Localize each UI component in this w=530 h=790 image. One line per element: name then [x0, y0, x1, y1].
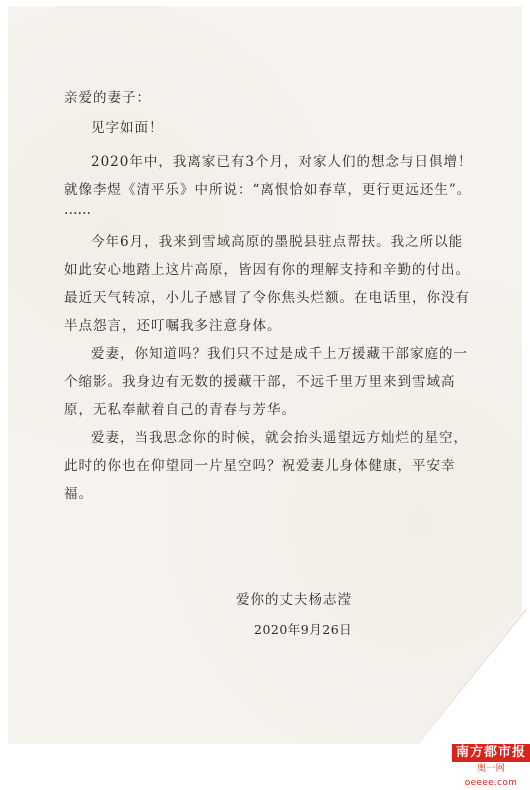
- letter-paragraph-1: 2020年中，我离家已有3个月，对家人们的想念与日俱增！就像李煜《清平乐》中所说：“离恨恰如春草，更行更远还生”。: [64, 154, 473, 198]
- letter-paragraph-4: 爱妻，当我思念你的时候，就会抬头遥望远方灿烂的星空，此时的你也在仰望同一片星空吗？祝爱妻儿身体健康，平安幸福。: [64, 430, 468, 502]
- letter-paragraph-3: 爱妻，你知道吗？我们只不过是成千上万援藏干部家庭的一个缩影。我身边有无数的援藏干部，不远千里万里来到雪域高原，无私奉献着自己的青春与芳华。: [64, 346, 468, 418]
- letter-body: [64, 86, 476, 508]
- newspaper-watermark: [452, 744, 530, 788]
- watermark-brand: 南方都市报: [452, 744, 530, 762]
- letter-date: 2020年9月26日: [254, 622, 353, 637]
- letter-greeting: 亲爱的妻子：: [64, 90, 151, 106]
- letter-opening: 见字如面！: [91, 120, 164, 136]
- letter-paragraph-2: 今年6月，我来到雪域高原的墨脱县驻点帮扶。我之所以能如此安心地踏上这片高原，皆因有你的理解支持和辛勤的付出。最近天气转凉，小儿子感冒了令你焦头烂额。在电话里，你没有半点怨言，还叮嘱我多注意身体。: [64, 234, 470, 334]
- letter-ellipsis: ……: [64, 202, 91, 218]
- watermark-site: 奥一网oeeee.com: [452, 762, 530, 776]
- letter-signature: 爱你的丈夫杨志滢: [236, 592, 352, 608]
